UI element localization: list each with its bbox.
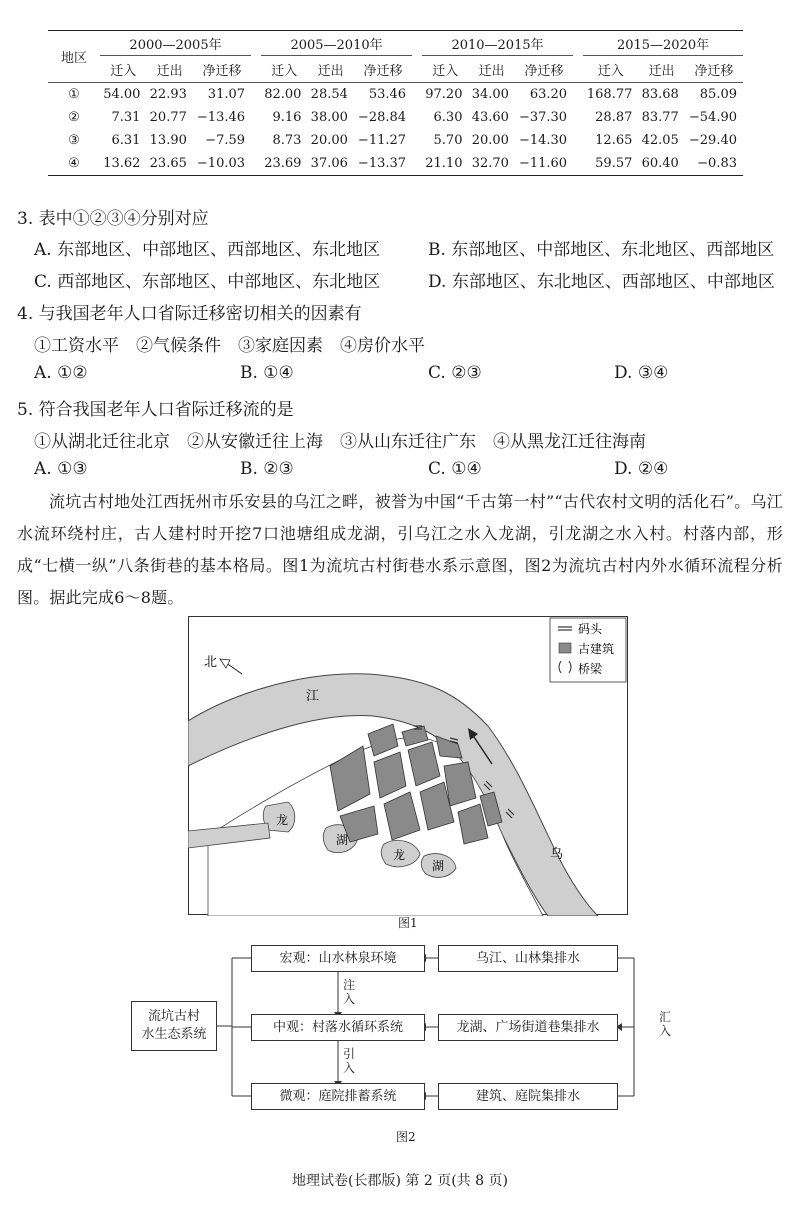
table-body: [48, 83, 743, 176]
table-cell: 6.31: [111, 133, 141, 148]
reading-passage: [17, 486, 783, 614]
q4-option-a[interactable]: A. ①②: [34, 363, 88, 383]
table-row: [48, 129, 743, 152]
table-cell: 7.31: [111, 110, 141, 125]
figure2-caption: 图2: [396, 1130, 416, 1144]
lake-label-long: 龙: [393, 848, 406, 862]
wujiang-drainage-box: 乌江、山林集排水: [438, 945, 618, 972]
table-cell: 6.30: [433, 110, 463, 125]
table-cell: 28.54: [310, 87, 348, 102]
table-cell: 23.65: [146, 152, 192, 176]
table-cell: 85.09: [699, 87, 737, 102]
q5-items: ①从湖北迁往北京 ②从安徽迁往上海 ③从山东迁往广东 ④从黑龙江迁往海南: [34, 432, 646, 452]
period-header: 2015—2020年: [583, 31, 743, 56]
col-in: 迁入: [583, 56, 638, 83]
table-cell: 97.20: [425, 87, 463, 102]
q3-option-d[interactable]: D. 东部地区、东北地区、西部地区、中部地区: [428, 272, 775, 292]
longhu-drainage-box: 龙湖、广场街道巷集排水: [438, 1014, 618, 1041]
table-cell: −37.30: [518, 110, 568, 125]
period-header: 2010—2015年: [422, 31, 573, 56]
introduce-label: 引入: [342, 1047, 355, 1075]
migration-table: [48, 30, 743, 176]
table-row: [48, 83, 743, 107]
q3-stem: 3. 表中①②③④分别对应: [17, 209, 209, 229]
meso-box: 中观：村落水循环系统: [251, 1014, 425, 1041]
table-cell: 9.16: [272, 110, 302, 125]
q5-option-a[interactable]: A. ①③: [34, 459, 88, 479]
legend-bridge-label: 桥梁: [578, 662, 603, 676]
table-cell: 20.00: [310, 133, 348, 148]
col-net: 净迁移: [193, 56, 251, 83]
col-in: 迁入: [422, 56, 468, 83]
table-cell: 83.68: [641, 87, 679, 102]
table-cell: 63.20: [529, 87, 568, 102]
table-cell: 13.90: [149, 133, 187, 148]
q5-stem: 5. 符合我国老年人口省际迁移流的是: [17, 400, 294, 420]
migration-data-table: [48, 30, 743, 176]
table-cell: 59.57: [583, 152, 638, 176]
q3-option-a[interactable]: A. 东部地区、中部地区、西部地区、东北地区: [34, 240, 381, 260]
q4-option-d[interactable]: D. ③④: [614, 363, 669, 383]
table-cell: 13.62: [100, 152, 146, 176]
table-cell: −14.30: [518, 133, 568, 148]
q4-stem: 4. 与我国老年人口省际迁移密切相关的因素有: [17, 304, 362, 324]
table-cell: 22.93: [149, 87, 187, 102]
period-header: 2000—2005年: [100, 31, 251, 56]
table-cell: 82.00: [264, 87, 302, 102]
table-cell: 60.40: [638, 152, 684, 176]
col-out: 迁出: [638, 56, 684, 83]
table-cell: 37.06: [307, 152, 353, 176]
inflow-label: 注入: [342, 978, 355, 1006]
table-cell: −10.03: [193, 152, 251, 176]
table-cell: −11.27: [357, 133, 407, 148]
figure1-caption: 图1: [398, 916, 418, 930]
q5-option-b[interactable]: B. ②③: [240, 459, 294, 479]
table-cell: 8.73: [272, 133, 302, 148]
q4-option-b[interactable]: B. ①④: [240, 363, 294, 383]
table-cell: −28.84: [357, 110, 407, 125]
table-cell: −0.83: [685, 152, 743, 176]
table-cell: −13.37: [354, 152, 412, 176]
table-cell: 34.00: [471, 87, 509, 102]
table-cell: 20.00: [471, 133, 509, 148]
river-label-jiang: 江: [306, 689, 320, 704]
passage-text: 流坑古村地处江西抚州市乐安县的乌江之畔，被誉为中国“千古第一村”“古代农村文明的活化石”。乌江水流环绕村庄，古人建村时开挖7口池塘组成龙湖，引乌江之水入龙湖，引龙湖之水入村。村落内部，形成“七横一纵”八条街巷的基本格局。图1为流坑古村街巷水系示意图，图2为流坑古村内外水循环流程分析图。据此完成6～8题。: [17, 492, 783, 607]
period-header: 2005—2010年: [261, 31, 412, 56]
col-out: 迁出: [468, 56, 514, 83]
table-cell: 38.00: [310, 110, 348, 125]
q5-option-d[interactable]: D. ②④: [614, 459, 669, 479]
lake-label-long: 龙: [276, 813, 289, 827]
water-ecosystem-box: 流坑古村 水生态系统: [131, 1001, 217, 1051]
table-cell: 23.69: [261, 152, 307, 176]
region-label: ①: [68, 87, 80, 102]
col-in: 迁入: [261, 56, 307, 83]
page-footer: 地理试卷(长郡版) 第 2 页(共 8 页): [292, 1173, 508, 1189]
table-cell: 28.87: [595, 110, 633, 125]
region-header: 地区: [48, 31, 100, 83]
col-out: 迁出: [146, 56, 192, 83]
lake-label-hu: 湖: [432, 859, 445, 873]
table-cell: 83.77: [641, 110, 679, 125]
figure1-map: [188, 616, 628, 916]
lake-label-hu: 湖: [336, 833, 349, 847]
north-label: 北: [204, 655, 218, 670]
col-in: 迁入: [100, 56, 146, 83]
merge-label: 汇入: [658, 1010, 671, 1038]
table-cell: −13.46: [196, 110, 246, 125]
legend-dock-label: 码头: [578, 622, 603, 636]
table-cell: −54.90: [688, 110, 737, 125]
micro-box: 微观：庭院排蓄系统: [251, 1083, 425, 1110]
table-cell: 168.77: [586, 87, 633, 102]
region-label: ④: [48, 152, 100, 176]
q5-option-c[interactable]: C. ①④: [428, 459, 482, 479]
table-cell: −7.59: [205, 133, 246, 148]
table-cell: 20.77: [149, 110, 187, 125]
table-cell: 54.00: [103, 87, 141, 102]
q4-option-c[interactable]: C. ②③: [428, 363, 482, 383]
table-cell: 31.07: [207, 87, 246, 102]
col-net: 净迁移: [515, 56, 573, 83]
col-net: 净迁移: [354, 56, 412, 83]
table-cell: 43.60: [471, 110, 509, 125]
river-label-wu: 乌: [550, 847, 564, 862]
legend-building-label: 古建筑: [578, 642, 615, 656]
table-cell: 32.70: [468, 152, 514, 176]
q4-items: ①工资水平 ②气候条件 ③家庭因素 ④房价水平: [34, 336, 425, 356]
table-cell: 21.10: [422, 152, 468, 176]
table-cell: 12.65: [595, 133, 633, 148]
table-row: [48, 152, 743, 176]
table-row: [48, 106, 743, 129]
region-label: ③: [68, 133, 80, 148]
q3-option-c[interactable]: C. 西部地区、东部地区、中部地区、东北地区: [34, 272, 381, 292]
region-label: ②: [68, 110, 80, 125]
table-cell: 42.05: [641, 133, 679, 148]
q3-option-b[interactable]: B. 东部地区、中部地区、东北地区、西部地区: [428, 240, 775, 260]
table-cell: −11.60: [515, 152, 573, 176]
macro-box: 宏观：山水林泉环境: [251, 945, 425, 972]
col-out: 迁出: [307, 56, 353, 83]
table-cell: −29.40: [688, 133, 737, 148]
table-cell: 53.46: [368, 87, 407, 102]
col-net: 净迁移: [685, 56, 743, 83]
table-cell: 5.70: [433, 133, 463, 148]
courtyard-drainage-box: 建筑、庭院集排水: [438, 1083, 618, 1110]
